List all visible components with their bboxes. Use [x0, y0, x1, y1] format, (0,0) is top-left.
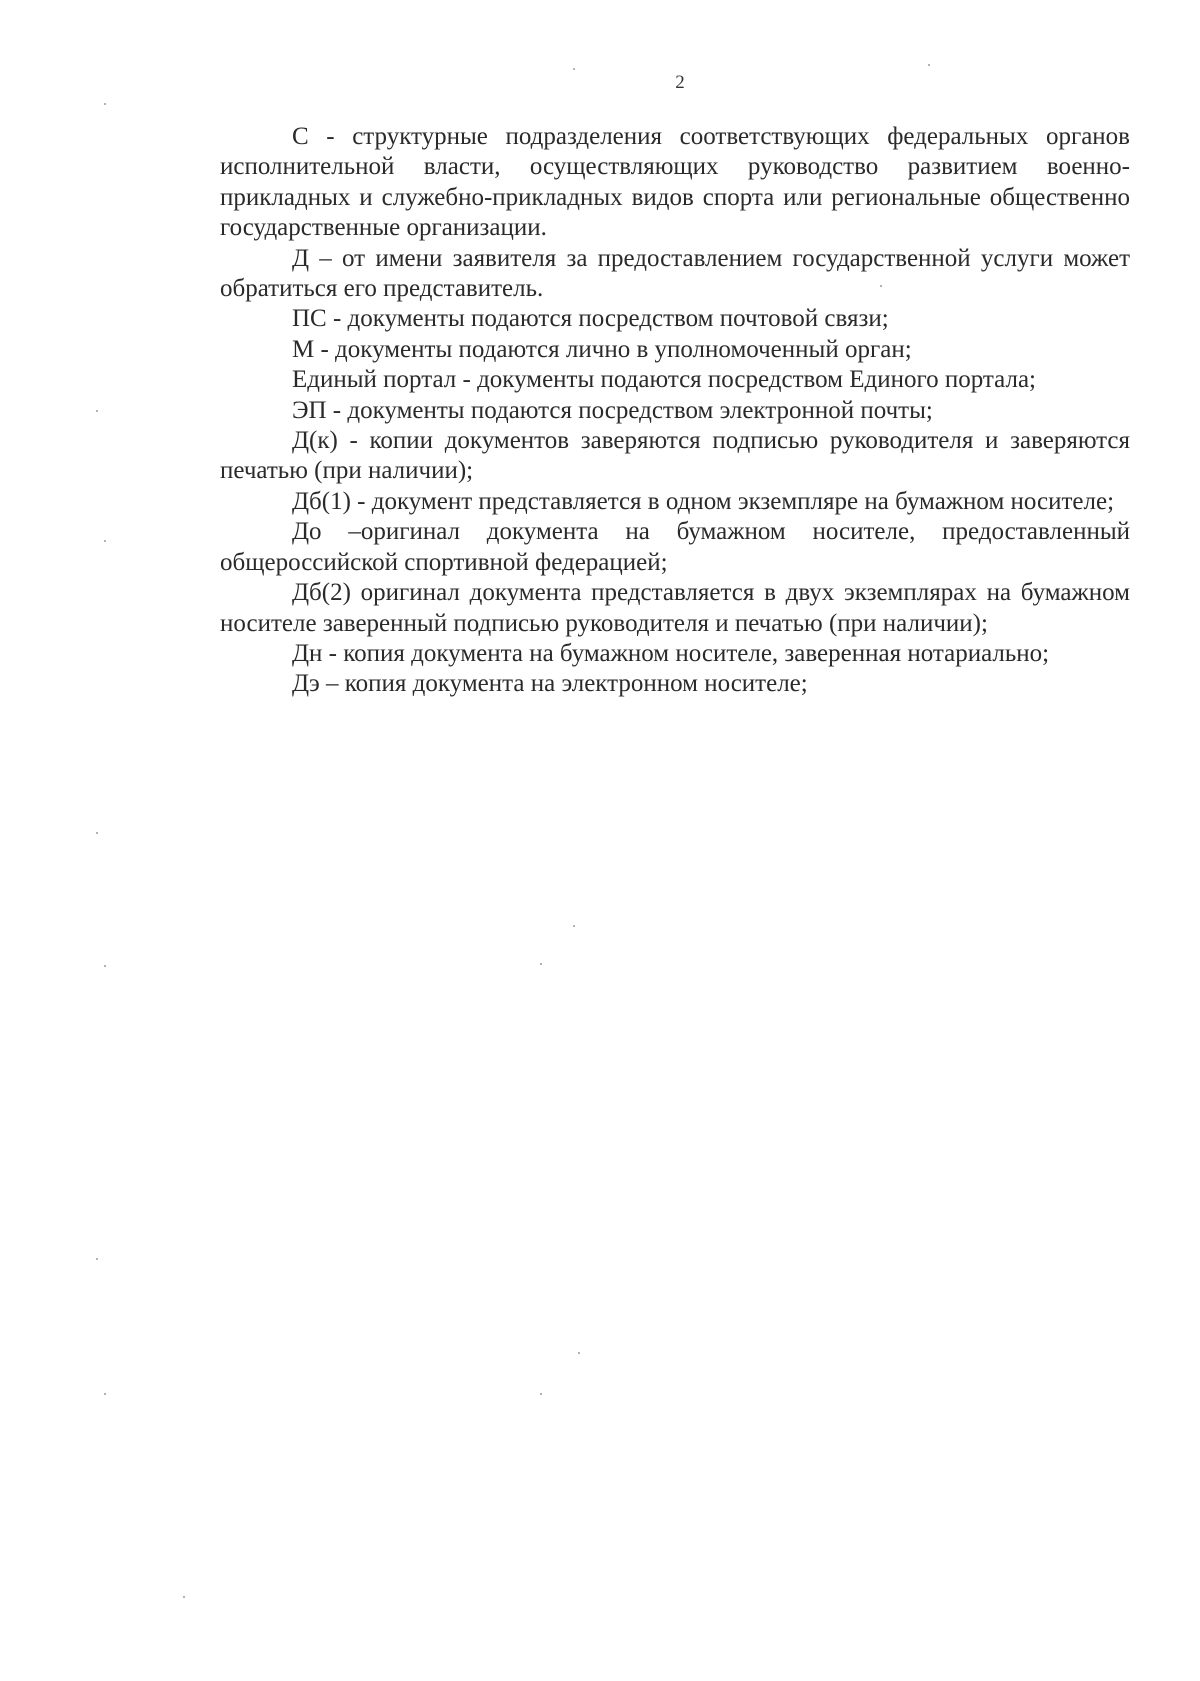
paragraph-c-definition: С - структурные подразделения соответствующих федеральных органов исполнительной власти, осуществляющих руководство развитием военно-прикладных и служебно-прикладных видов спорта или региональные общественно государственные организации. [220, 123, 1130, 242]
paragraph-de-definition: Дэ – копия документа на электронном носителе; [292, 670, 808, 698]
paragraph-d-definition: Д – от имени заявителя за предоставлением государственной услуги может обратиться его представитель. [220, 244, 1130, 303]
scan-speck [578, 1352, 580, 1354]
scan-speck [573, 925, 575, 927]
page-number: 2 [675, 72, 685, 93]
scan-speck [540, 963, 542, 965]
paragraph-portal-definition: Единый портал - документы подаются посредством Единого портала; [292, 366, 1036, 394]
scan-speck [183, 1596, 185, 1598]
paragraph-ps-definition: ПС - документы подаются посредством почтовой связи; [292, 305, 889, 333]
scan-speck [104, 1393, 106, 1395]
scan-speck [104, 965, 106, 967]
scan-speck [96, 832, 98, 834]
paragraph-db1-definition: Дб(1) - документ представляется в одном экземпляре на бумажном носителе; [292, 487, 1115, 515]
paragraph-ep-definition: ЭП - документы подаются посредством электронной почты; [292, 396, 933, 424]
scan-speck [96, 410, 98, 412]
paragraph-m-definition: М - документы подаются лично в уполномоченный орган; [292, 335, 912, 363]
paragraph-dn-definition: Дн - копия документа на бумажном носителе, заверенная нотариально; [292, 639, 1050, 667]
paragraph-do-definition: До –оригинал документа на бумажном носителе, предоставленный общероссийской спортивной федерацией; [220, 518, 1130, 576]
scan-speck [96, 1258, 98, 1260]
scan-speck [880, 285, 882, 287]
paragraph-db2-definition: Дб(2) оригинал документа представляется в двух экземплярах на бумажном носителе заверенный подписью руководителя и печатью (при наличии); [220, 579, 1130, 637]
scan-speck [104, 103, 106, 105]
scan-speck [540, 1393, 542, 1395]
document-body [220, 122, 1130, 700]
scan-speck [104, 540, 106, 542]
scan-speck [573, 68, 575, 70]
scan-speck [928, 64, 930, 66]
paragraph-dk-definition: Д(к) - копии документов заверяются подписью руководителя и заверяются печатью (при наличии); [220, 427, 1130, 485]
